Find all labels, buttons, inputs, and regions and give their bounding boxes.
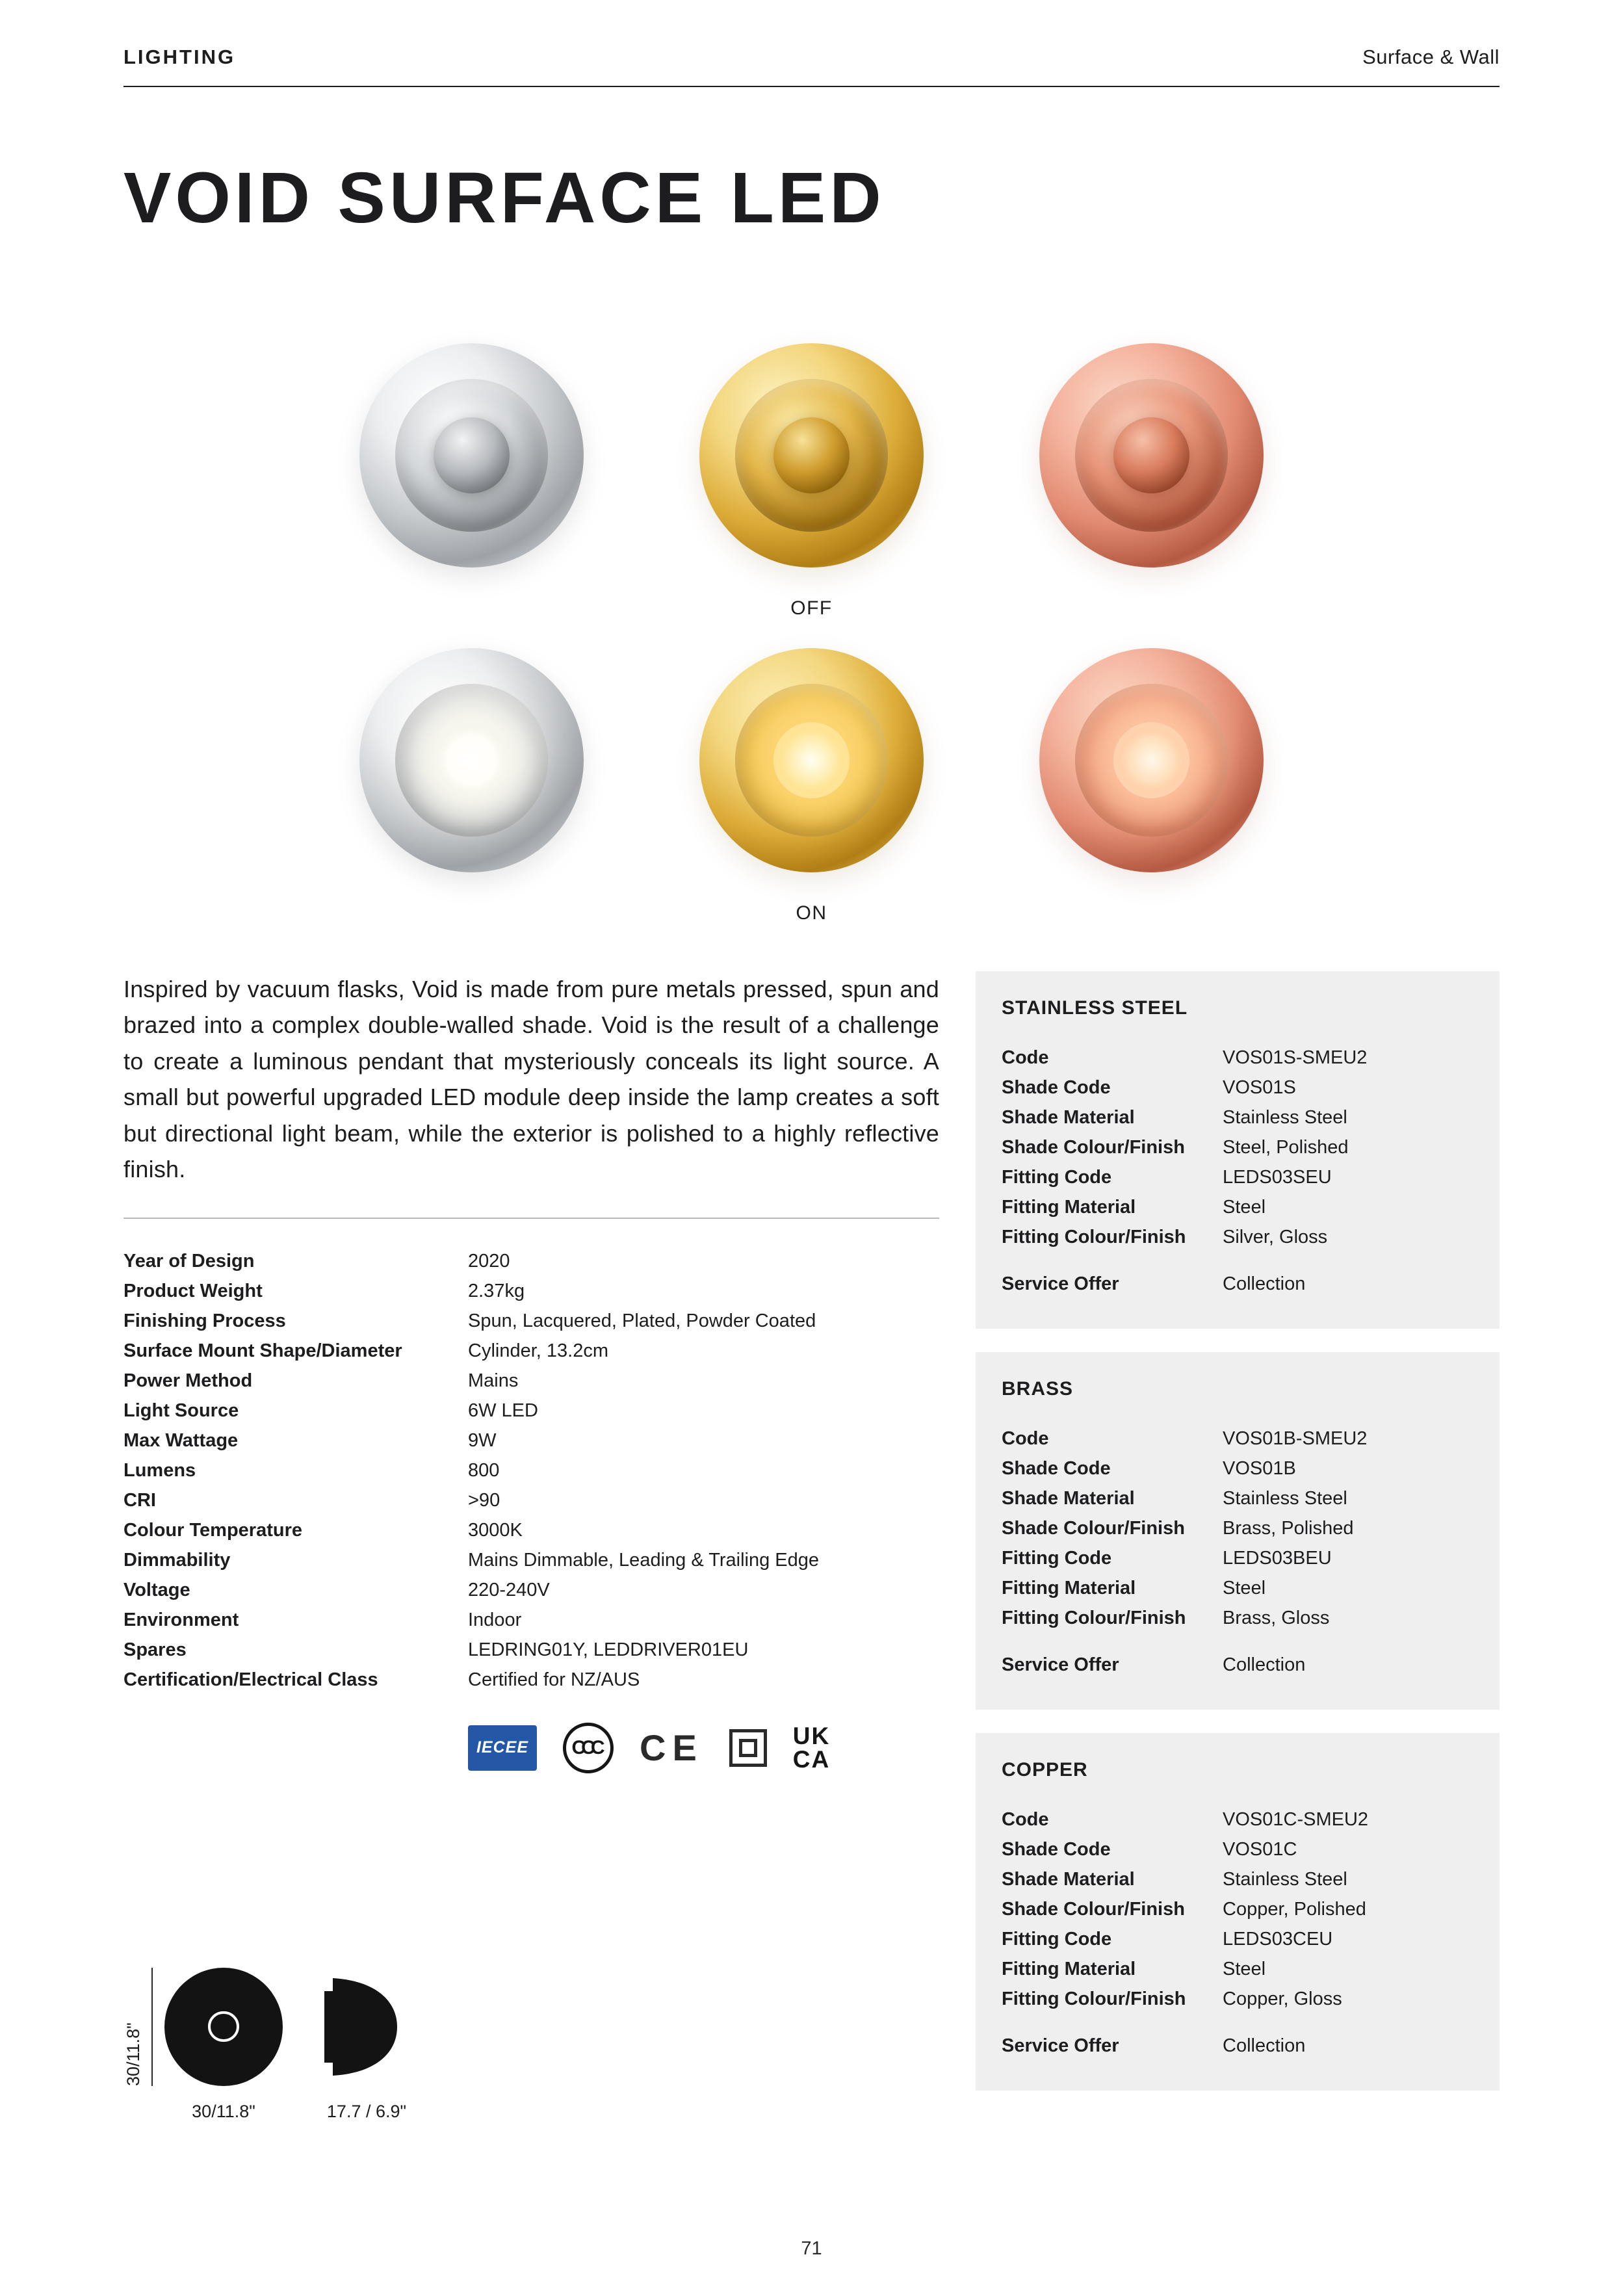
front-view-drawing	[164, 1968, 283, 2086]
variant-row	[1002, 1132, 1474, 1162]
ce-mark-icon: CE	[640, 1727, 703, 1769]
variant-value: VOS01B-SMEU2	[1223, 1428, 1368, 1449]
spec-row	[123, 1246, 939, 1276]
variant-value: Stainless Steel	[1223, 1107, 1347, 1128]
spec-row	[123, 1396, 939, 1426]
ukca-bottom-text: CA	[792, 1745, 831, 1773]
variant-value: Silver, Gloss	[1223, 1227, 1328, 1247]
variant-row	[1002, 1043, 1474, 1073]
diameter-dimension-label: 30/11.8"	[192, 2101, 255, 2121]
variant-row	[1002, 1513, 1474, 1543]
variant-value: Copper, Gloss	[1223, 1989, 1342, 2009]
front-view-dimension	[123, 1968, 283, 2122]
variant-label: Fitting Code	[1002, 1548, 1112, 1569]
iecee-mark-icon: IECEE	[468, 1725, 537, 1771]
spec-value: Mains Dimmable, Leading & Trailing Edge	[468, 1549, 819, 1571]
certification-icons	[468, 1718, 939, 1778]
spec-value: Spun, Lacquered, Plated, Powder Coated	[468, 1310, 816, 1331]
service-offer-label: Service Offer	[1002, 1654, 1119, 1675]
height-measure-line	[151, 1968, 153, 2086]
lamp-core-glowing	[434, 722, 510, 798]
variant-value: VOS01B	[1223, 1458, 1296, 1479]
lamp-core	[1113, 417, 1189, 493]
lamp-brass-on-image	[699, 648, 924, 872]
variant-label: Shade Material	[1002, 1869, 1135, 1890]
lamp-stainless-steel-on-image	[359, 648, 584, 872]
service-offer-value: Collection	[1223, 1654, 1306, 1675]
page-number: 71	[801, 2238, 822, 2259]
spec-label: Voltage	[123, 1579, 190, 1600]
variant-label: Shade Colour/Finish	[1002, 1518, 1185, 1539]
spec-list	[123, 1246, 939, 1695]
service-offer-row	[1002, 1650, 1474, 1680]
product-gallery	[123, 343, 1500, 924]
variant-row	[1002, 1222, 1474, 1252]
variant-row	[1002, 1102, 1474, 1132]
spec-value: >90	[468, 1489, 500, 1511]
service-offer-label: Service Offer	[1002, 2035, 1119, 2056]
class-ii-inner-square	[739, 1739, 757, 1757]
spec-row	[123, 1605, 939, 1635]
spec-label: Colour Temperature	[123, 1519, 303, 1541]
variant-box-stainless-steel	[976, 971, 1500, 1329]
variant-row	[1002, 1864, 1474, 1894]
spec-value: 800	[468, 1459, 500, 1481]
variant-label: Fitting Code	[1002, 1929, 1112, 1950]
variant-label: Shade Colour/Finish	[1002, 1899, 1185, 1920]
content-columns	[123, 971, 1500, 2122]
variant-box-copper	[976, 1733, 1500, 2091]
variant-label: Shade Code	[1002, 1077, 1111, 1098]
height-dimension-label: 30/11.8"	[123, 2022, 143, 2086]
front-view-center-ring	[208, 2011, 239, 2042]
variant-value: LEDS03CEU	[1223, 1929, 1333, 1950]
variant-label: Code	[1002, 1428, 1049, 1449]
lamp-core	[434, 417, 510, 493]
variant-label: Shade Material	[1002, 1488, 1135, 1509]
class-ii-double-square-icon	[729, 1729, 767, 1767]
variant-row	[1002, 1454, 1474, 1483]
spec-value: Certified for NZ/AUS	[468, 1669, 640, 1690]
variant-label: Fitting Colour/Finish	[1002, 1608, 1186, 1628]
on-state-label: ON	[796, 902, 827, 924]
spec-label: Lumens	[123, 1459, 196, 1481]
ccc-mark-icon: CCC	[563, 1723, 614, 1773]
lamp-brass-off-image	[699, 343, 924, 567]
variant-value: Copper, Polished	[1223, 1899, 1366, 1920]
section-label: Surface & Wall	[1362, 46, 1500, 68]
variant-label: Code	[1002, 1047, 1049, 1068]
variant-label: Code	[1002, 1809, 1049, 1830]
side-view-dimension	[324, 1968, 409, 2122]
variant-value: Steel	[1223, 1578, 1266, 1598]
variant-row	[1002, 1984, 1474, 2014]
spec-value: LEDRING01Y, LEDDRIVER01EU	[468, 1639, 749, 1660]
spec-row	[123, 1455, 939, 1485]
service-offer-row	[1002, 1269, 1474, 1299]
variant-label: Fitting Code	[1002, 1167, 1112, 1188]
spec-label: Finishing Process	[123, 1310, 286, 1331]
variant-row	[1002, 1073, 1474, 1102]
service-offer-value: Collection	[1223, 1273, 1306, 1294]
lamp-stainless-steel-off-image	[359, 343, 584, 567]
variant-label: Shade Colour/Finish	[1002, 1137, 1185, 1158]
variant-row	[1002, 1543, 1474, 1573]
variant-row	[1002, 1483, 1474, 1513]
variant-label: Shade Material	[1002, 1107, 1135, 1128]
spec-row	[123, 1426, 939, 1455]
spec-value: 2020	[468, 1250, 510, 1272]
spec-label: Surface Mount Shape/Diameter	[123, 1340, 402, 1361]
spec-value: 6W LED	[468, 1400, 538, 1421]
variant-row	[1002, 1924, 1474, 1954]
spec-label: Product Weight	[123, 1280, 263, 1301]
variant-value: LEDS03BEU	[1223, 1548, 1332, 1569]
product-title: VOID SURFACE LED	[123, 158, 885, 238]
variant-value: Steel	[1223, 1197, 1266, 1218]
spec-label: CRI	[123, 1489, 156, 1511]
spec-row	[123, 1366, 939, 1396]
variant-row	[1002, 1805, 1474, 1834]
variant-label: Fitting Material	[1002, 1959, 1136, 1979]
spec-value: 220-240V	[468, 1579, 550, 1600]
variant-value: Steel, Polished	[1223, 1137, 1349, 1158]
variant-label: Fitting Colour/Finish	[1002, 1989, 1186, 2009]
spec-row	[123, 1545, 939, 1575]
variant-row	[1002, 1894, 1474, 1924]
spec-value: 3000K	[468, 1519, 523, 1541]
variant-value: Brass, Gloss	[1223, 1608, 1330, 1628]
spec-value: 9W	[468, 1429, 497, 1451]
variant-heading: COPPER	[1002, 1759, 1088, 1781]
spec-row	[123, 1336, 939, 1366]
variant-row	[1002, 1424, 1474, 1454]
spec-value: Cylinder, 13.2cm	[468, 1340, 608, 1361]
spec-value: Mains	[468, 1370, 519, 1391]
spec-row	[123, 1635, 939, 1665]
side-view-drawing	[324, 1968, 409, 2086]
service-offer-row	[1002, 2031, 1474, 2061]
spec-row	[123, 1306, 939, 1336]
spec-label: Spares	[123, 1639, 187, 1660]
spec-row	[123, 1665, 939, 1695]
page-header	[123, 46, 1500, 69]
spec-label: Max Wattage	[123, 1429, 239, 1451]
spec-label: Power Method	[123, 1370, 253, 1391]
spec-label: Light Source	[123, 1400, 239, 1421]
lamp-row-on	[123, 648, 1500, 872]
variant-value: Stainless Steel	[1223, 1869, 1347, 1890]
spec-label: Certification/Electrical Class	[123, 1669, 378, 1690]
variant-row	[1002, 1834, 1474, 1864]
lamp-copper-on-image	[1039, 648, 1264, 872]
variant-heading: BRASS	[1002, 1378, 1074, 1400]
ukca-top-text: UK	[792, 1723, 831, 1750]
dimension-drawings	[123, 1968, 939, 2122]
variant-label: Fitting Colour/Finish	[1002, 1227, 1186, 1247]
lamp-copper-off-image	[1039, 343, 1264, 567]
spec-row	[123, 1276, 939, 1306]
service-offer-value: Collection	[1223, 2035, 1306, 2056]
header-divider	[123, 86, 1500, 87]
spec-value: 2.37kg	[468, 1280, 525, 1301]
variant-row	[1002, 1162, 1474, 1192]
variant-value: Brass, Polished	[1223, 1518, 1354, 1539]
depth-dimension-label: 17.7 / 6.9"	[326, 2101, 407, 2121]
lamp-core-glowing	[773, 722, 850, 798]
off-state-label: OFF	[790, 597, 833, 619]
spec-value: Indoor	[468, 1609, 522, 1630]
lamp-core	[773, 417, 850, 493]
variant-value: VOS01C-SMEU2	[1223, 1809, 1369, 1830]
variant-heading: STAINLESS STEEL	[1002, 997, 1188, 1019]
lamp-row-off	[123, 343, 1500, 567]
service-offer-label: Service Offer	[1002, 1273, 1119, 1294]
variant-value: LEDS03SEU	[1223, 1167, 1332, 1188]
variant-row	[1002, 1603, 1474, 1633]
ukca-mark-icon	[792, 1723, 831, 1773]
variant-row	[1002, 1954, 1474, 1984]
spec-row	[123, 1515, 939, 1545]
right-column	[976, 971, 1500, 2122]
product-description: Inspired by vacuum flasks, Void is made from pure metals pressed, spun and brazed into a complex double-walled shade. Void is the result of a challenge to create a luminous pendant that mysteriously conceals its light source. A small but powerful upgraded LED module deep inside the lamp creates a soft but directional light beam, while the exterior is polished to a highly reflective finish.	[123, 976, 939, 1183]
spec-row	[123, 1485, 939, 1515]
spec-label: Year of Design	[123, 1250, 255, 1272]
variant-label: Shade Code	[1002, 1458, 1111, 1479]
variant-row	[1002, 1192, 1474, 1222]
specs-divider	[123, 1218, 939, 1219]
variant-value: VOS01S	[1223, 1077, 1296, 1098]
lamp-core-glowing	[1113, 722, 1189, 798]
spec-row	[123, 1575, 939, 1605]
variant-value: VOS01S-SMEU2	[1223, 1047, 1368, 1068]
spec-label: Dimmability	[123, 1549, 231, 1571]
left-column	[123, 971, 939, 2122]
variant-label: Shade Code	[1002, 1839, 1111, 1860]
spec-label: Environment	[123, 1609, 239, 1630]
variant-value: Stainless Steel	[1223, 1488, 1347, 1509]
category-label: LIGHTING	[123, 46, 236, 68]
variant-box-brass	[976, 1352, 1500, 1710]
variant-label: Fitting Material	[1002, 1578, 1136, 1598]
variant-label: Fitting Material	[1002, 1197, 1136, 1218]
variant-value: VOS01C	[1223, 1839, 1297, 1860]
variant-value: Steel	[1223, 1959, 1266, 1979]
variant-row	[1002, 1573, 1474, 1603]
